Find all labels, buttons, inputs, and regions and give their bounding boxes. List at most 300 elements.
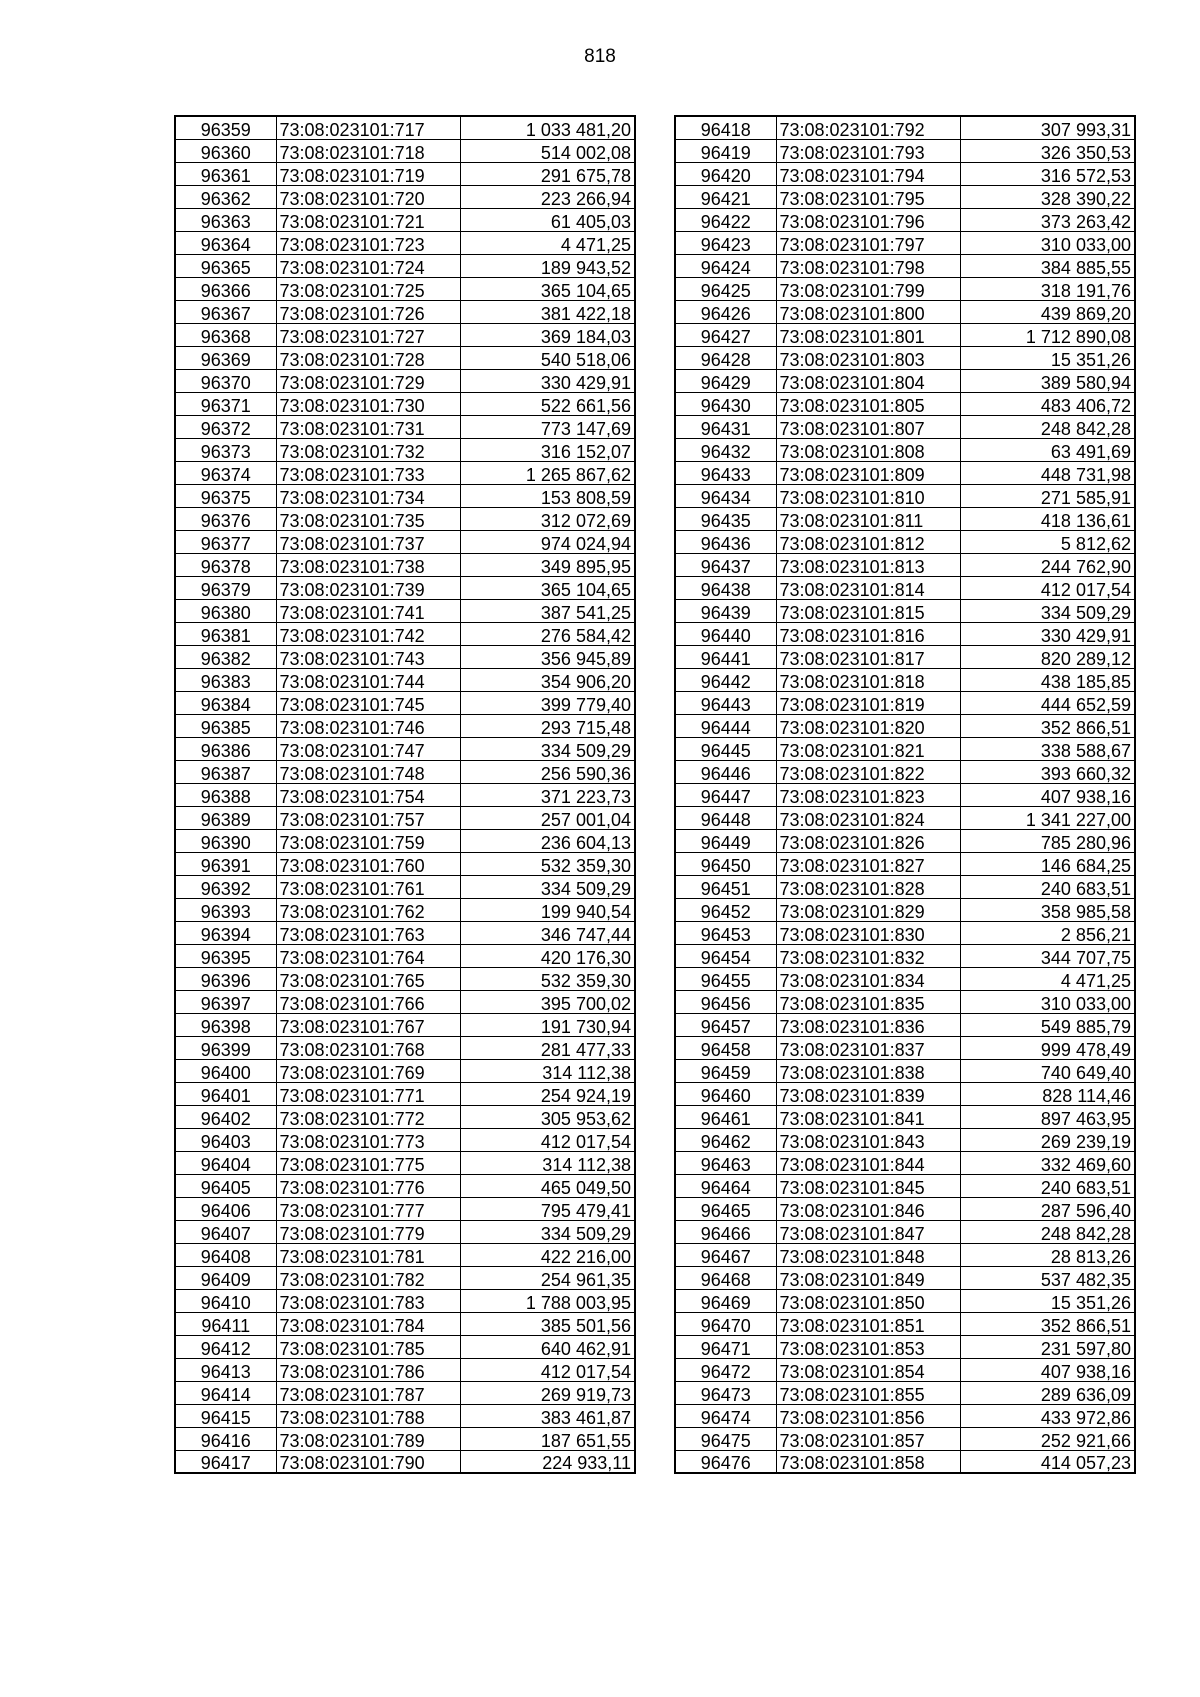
value-cell: 393 660,32 bbox=[960, 760, 1135, 783]
row-number-cell: 96439 bbox=[675, 599, 776, 622]
table-row bbox=[175, 967, 635, 990]
row-number-cell: 96416 bbox=[175, 1427, 276, 1450]
table-row bbox=[175, 898, 635, 921]
row-number-cell: 96380 bbox=[175, 599, 276, 622]
table-row bbox=[175, 231, 635, 254]
table-row bbox=[175, 1059, 635, 1082]
cadastral-number-cell: 73:08:023101:805 bbox=[776, 392, 960, 415]
table-row bbox=[675, 346, 1135, 369]
table-row bbox=[175, 1358, 635, 1381]
row-number-cell: 96444 bbox=[675, 714, 776, 737]
value-cell: 307 993,31 bbox=[960, 116, 1135, 139]
row-number-cell: 96415 bbox=[175, 1404, 276, 1427]
cadastral-number-cell: 73:08:023101:844 bbox=[776, 1151, 960, 1174]
table-row bbox=[675, 277, 1135, 300]
row-number-cell: 96388 bbox=[175, 783, 276, 806]
cadastral-number-cell: 73:08:023101:826 bbox=[776, 829, 960, 852]
table-row bbox=[675, 990, 1135, 1013]
value-cell: 522 661,56 bbox=[460, 392, 635, 415]
table-row bbox=[675, 369, 1135, 392]
table-row bbox=[675, 921, 1135, 944]
table-row bbox=[175, 806, 635, 829]
value-cell: 240 683,51 bbox=[960, 875, 1135, 898]
cadastral-number-cell: 73:08:023101:785 bbox=[276, 1335, 460, 1358]
value-cell: 236 604,13 bbox=[460, 829, 635, 852]
cadastral-number-cell: 73:08:023101:727 bbox=[276, 323, 460, 346]
row-number-cell: 96371 bbox=[175, 392, 276, 415]
value-cell: 640 462,91 bbox=[460, 1335, 635, 1358]
value-cell: 28 813,26 bbox=[960, 1243, 1135, 1266]
row-number-cell: 96467 bbox=[675, 1243, 776, 1266]
value-cell: 389 580,94 bbox=[960, 369, 1135, 392]
value-cell: 438 185,85 bbox=[960, 668, 1135, 691]
row-number-cell: 96375 bbox=[175, 484, 276, 507]
cadastral-number-cell: 73:08:023101:843 bbox=[776, 1128, 960, 1151]
row-number-cell: 96411 bbox=[175, 1312, 276, 1335]
cadastral-number-cell: 73:08:023101:720 bbox=[276, 185, 460, 208]
table-row bbox=[175, 438, 635, 461]
cadastral-number-cell: 73:08:023101:773 bbox=[276, 1128, 460, 1151]
value-cell: 338 588,67 bbox=[960, 737, 1135, 760]
value-cell: 4 471,25 bbox=[460, 231, 635, 254]
cadastral-number-cell: 73:08:023101:813 bbox=[776, 553, 960, 576]
value-cell: 549 885,79 bbox=[960, 1013, 1135, 1036]
row-number-cell: 96369 bbox=[175, 346, 276, 369]
cadastral-number-cell: 73:08:023101:726 bbox=[276, 300, 460, 323]
cadastral-number-cell: 73:08:023101:792 bbox=[776, 116, 960, 139]
cadastral-number-cell: 73:08:023101:787 bbox=[276, 1381, 460, 1404]
table-row bbox=[675, 1174, 1135, 1197]
cadastral-number-cell: 73:08:023101:728 bbox=[276, 346, 460, 369]
row-number-cell: 96376 bbox=[175, 507, 276, 530]
cadastral-number-cell: 73:08:023101:814 bbox=[776, 576, 960, 599]
table-row bbox=[175, 208, 635, 231]
table-row bbox=[675, 484, 1135, 507]
table-row bbox=[175, 829, 635, 852]
row-number-cell: 96362 bbox=[175, 185, 276, 208]
cadastral-number-cell: 73:08:023101:735 bbox=[276, 507, 460, 530]
table-row bbox=[675, 530, 1135, 553]
row-number-cell: 96417 bbox=[175, 1450, 276, 1473]
row-number-cell: 96450 bbox=[675, 852, 776, 875]
value-cell: 310 033,00 bbox=[960, 990, 1135, 1013]
row-number-cell: 96458 bbox=[675, 1036, 776, 1059]
value-cell: 514 002,08 bbox=[460, 139, 635, 162]
table-row bbox=[175, 691, 635, 714]
table-row bbox=[175, 116, 635, 139]
table-row bbox=[675, 944, 1135, 967]
table-row bbox=[675, 599, 1135, 622]
row-number-cell: 96367 bbox=[175, 300, 276, 323]
cadastral-number-cell: 73:08:023101:854 bbox=[776, 1358, 960, 1381]
cadastral-number-cell: 73:08:023101:717 bbox=[276, 116, 460, 139]
row-number-cell: 96426 bbox=[675, 300, 776, 323]
row-number-cell: 96386 bbox=[175, 737, 276, 760]
row-number-cell: 96398 bbox=[175, 1013, 276, 1036]
row-number-cell: 96424 bbox=[675, 254, 776, 277]
value-cell: 407 938,16 bbox=[960, 1358, 1135, 1381]
row-number-cell: 96383 bbox=[175, 668, 276, 691]
row-number-cell: 96394 bbox=[175, 921, 276, 944]
cadastral-number-cell: 73:08:023101:811 bbox=[776, 507, 960, 530]
value-cell: 189 943,52 bbox=[460, 254, 635, 277]
table-row bbox=[675, 1266, 1135, 1289]
value-cell: 191 730,94 bbox=[460, 1013, 635, 1036]
cadastral-number-cell: 73:08:023101:738 bbox=[276, 553, 460, 576]
row-number-cell: 96436 bbox=[675, 530, 776, 553]
value-cell: 244 762,90 bbox=[960, 553, 1135, 576]
cadastral-number-cell: 73:08:023101:822 bbox=[776, 760, 960, 783]
row-number-cell: 96445 bbox=[675, 737, 776, 760]
table-row bbox=[175, 990, 635, 1013]
value-cell: 334 509,29 bbox=[460, 1220, 635, 1243]
table-row bbox=[175, 185, 635, 208]
value-cell: 399 779,40 bbox=[460, 691, 635, 714]
value-cell: 269 919,73 bbox=[460, 1381, 635, 1404]
cadastral-number-cell: 73:08:023101:718 bbox=[276, 139, 460, 162]
row-number-cell: 96446 bbox=[675, 760, 776, 783]
value-cell: 146 684,25 bbox=[960, 852, 1135, 875]
cadastral-number-cell: 73:08:023101:744 bbox=[276, 668, 460, 691]
cadastral-number-cell: 73:08:023101:775 bbox=[276, 1151, 460, 1174]
cadastral-number-cell: 73:08:023101:835 bbox=[776, 990, 960, 1013]
cadastral-number-cell: 73:08:023101:851 bbox=[776, 1312, 960, 1335]
cadastral-number-cell: 73:08:023101:801 bbox=[776, 323, 960, 346]
table-row bbox=[675, 1013, 1135, 1036]
value-cell: 330 429,91 bbox=[460, 369, 635, 392]
value-cell: 465 049,50 bbox=[460, 1174, 635, 1197]
row-number-cell: 96363 bbox=[175, 208, 276, 231]
value-cell: 305 953,62 bbox=[460, 1105, 635, 1128]
value-cell: 418 136,61 bbox=[960, 507, 1135, 530]
cadastral-number-cell: 73:08:023101:719 bbox=[276, 162, 460, 185]
value-cell: 153 808,59 bbox=[460, 484, 635, 507]
row-number-cell: 96406 bbox=[175, 1197, 276, 1220]
cadastral-number-cell: 73:08:023101:733 bbox=[276, 461, 460, 484]
row-number-cell: 96361 bbox=[175, 162, 276, 185]
row-number-cell: 96456 bbox=[675, 990, 776, 1013]
row-number-cell: 96453 bbox=[675, 921, 776, 944]
cadastral-number-cell: 73:08:023101:764 bbox=[276, 944, 460, 967]
value-cell: 334 509,29 bbox=[460, 875, 635, 898]
value-cell: 5 812,62 bbox=[960, 530, 1135, 553]
table-row bbox=[175, 875, 635, 898]
row-number-cell: 96435 bbox=[675, 507, 776, 530]
row-number-cell: 96466 bbox=[675, 1220, 776, 1243]
row-number-cell: 96359 bbox=[175, 116, 276, 139]
table-row bbox=[175, 737, 635, 760]
row-number-cell: 96448 bbox=[675, 806, 776, 829]
row-number-cell: 96437 bbox=[675, 553, 776, 576]
cadastral-number-cell: 73:08:023101:846 bbox=[776, 1197, 960, 1220]
value-cell: 540 518,06 bbox=[460, 346, 635, 369]
row-number-cell: 96432 bbox=[675, 438, 776, 461]
cadastral-number-cell: 73:08:023101:837 bbox=[776, 1036, 960, 1059]
table-row bbox=[175, 139, 635, 162]
cadastral-number-cell: 73:08:023101:815 bbox=[776, 599, 960, 622]
row-number-cell: 96393 bbox=[175, 898, 276, 921]
value-cell: 291 675,78 bbox=[460, 162, 635, 185]
table-row bbox=[675, 1128, 1135, 1151]
row-number-cell: 96384 bbox=[175, 691, 276, 714]
cadastral-number-cell: 73:08:023101:747 bbox=[276, 737, 460, 760]
row-number-cell: 96465 bbox=[675, 1197, 776, 1220]
row-number-cell: 96462 bbox=[675, 1128, 776, 1151]
value-cell: 252 921,66 bbox=[960, 1427, 1135, 1450]
row-number-cell: 96390 bbox=[175, 829, 276, 852]
value-cell: 269 239,19 bbox=[960, 1128, 1135, 1151]
value-cell: 356 945,89 bbox=[460, 645, 635, 668]
row-number-cell: 96452 bbox=[675, 898, 776, 921]
table-row bbox=[675, 829, 1135, 852]
cadastral-number-cell: 73:08:023101:808 bbox=[776, 438, 960, 461]
cadastral-number-cell: 73:08:023101:794 bbox=[776, 162, 960, 185]
value-cell: 820 289,12 bbox=[960, 645, 1135, 668]
row-number-cell: 96401 bbox=[175, 1082, 276, 1105]
cadastral-number-cell: 73:08:023101:754 bbox=[276, 783, 460, 806]
value-cell: 433 972,86 bbox=[960, 1404, 1135, 1427]
row-number-cell: 96475 bbox=[675, 1427, 776, 1450]
table-row bbox=[175, 645, 635, 668]
table-row bbox=[175, 277, 635, 300]
cadastral-number-cell: 73:08:023101:782 bbox=[276, 1266, 460, 1289]
row-number-cell: 96407 bbox=[175, 1220, 276, 1243]
cadastral-number-cell: 73:08:023101:757 bbox=[276, 806, 460, 829]
value-cell: 773 147,69 bbox=[460, 415, 635, 438]
table-row bbox=[175, 392, 635, 415]
cadastral-number-cell: 73:08:023101:737 bbox=[276, 530, 460, 553]
row-number-cell: 96438 bbox=[675, 576, 776, 599]
table-row bbox=[175, 852, 635, 875]
row-number-cell: 96368 bbox=[175, 323, 276, 346]
cadastral-number-cell: 73:08:023101:743 bbox=[276, 645, 460, 668]
cadastral-number-cell: 73:08:023101:838 bbox=[776, 1059, 960, 1082]
row-number-cell: 96378 bbox=[175, 553, 276, 576]
row-number-cell: 96382 bbox=[175, 645, 276, 668]
row-number-cell: 96428 bbox=[675, 346, 776, 369]
cadastral-number-cell: 73:08:023101:779 bbox=[276, 1220, 460, 1243]
cadastral-number-cell: 73:08:023101:745 bbox=[276, 691, 460, 714]
row-number-cell: 96440 bbox=[675, 622, 776, 645]
value-cell: 346 747,44 bbox=[460, 921, 635, 944]
row-number-cell: 96476 bbox=[675, 1450, 776, 1473]
table-row bbox=[675, 622, 1135, 645]
table-row bbox=[675, 1289, 1135, 1312]
value-cell: 1 788 003,95 bbox=[460, 1289, 635, 1312]
row-number-cell: 96441 bbox=[675, 645, 776, 668]
table-row bbox=[175, 1220, 635, 1243]
cadastral-number-cell: 73:08:023101:830 bbox=[776, 921, 960, 944]
value-cell: 532 359,30 bbox=[460, 852, 635, 875]
register-table-right bbox=[674, 115, 1136, 1474]
table-row bbox=[675, 576, 1135, 599]
table-row bbox=[675, 1381, 1135, 1404]
value-cell: 352 866,51 bbox=[960, 1312, 1135, 1335]
cadastral-number-cell: 73:08:023101:762 bbox=[276, 898, 460, 921]
table-row bbox=[675, 967, 1135, 990]
row-number-cell: 96408 bbox=[175, 1243, 276, 1266]
table-row bbox=[675, 1358, 1135, 1381]
table-row bbox=[675, 1082, 1135, 1105]
cadastral-number-cell: 73:08:023101:786 bbox=[276, 1358, 460, 1381]
row-number-cell: 96405 bbox=[175, 1174, 276, 1197]
cadastral-number-cell: 73:08:023101:799 bbox=[776, 277, 960, 300]
table-row bbox=[675, 898, 1135, 921]
row-number-cell: 96468 bbox=[675, 1266, 776, 1289]
table-row bbox=[675, 1105, 1135, 1128]
row-number-cell: 96427 bbox=[675, 323, 776, 346]
value-cell: 385 501,56 bbox=[460, 1312, 635, 1335]
value-cell: 352 866,51 bbox=[960, 714, 1135, 737]
table-row bbox=[175, 254, 635, 277]
cadastral-number-cell: 73:08:023101:847 bbox=[776, 1220, 960, 1243]
table-row bbox=[675, 392, 1135, 415]
cadastral-number-cell: 73:08:023101:766 bbox=[276, 990, 460, 1013]
value-cell: 387 541,25 bbox=[460, 599, 635, 622]
cadastral-number-cell: 73:08:023101:729 bbox=[276, 369, 460, 392]
cadastral-number-cell: 73:08:023101:783 bbox=[276, 1289, 460, 1312]
cadastral-number-cell: 73:08:023101:798 bbox=[776, 254, 960, 277]
value-cell: 439 869,20 bbox=[960, 300, 1135, 323]
value-cell: 344 707,75 bbox=[960, 944, 1135, 967]
table-row bbox=[175, 300, 635, 323]
row-number-cell: 96447 bbox=[675, 783, 776, 806]
value-cell: 248 842,28 bbox=[960, 1220, 1135, 1243]
table-row bbox=[175, 622, 635, 645]
page-number: 818 bbox=[584, 46, 616, 67]
table-row bbox=[175, 553, 635, 576]
row-number-cell: 96418 bbox=[675, 116, 776, 139]
row-number-cell: 96420 bbox=[675, 162, 776, 185]
row-number-cell: 96459 bbox=[675, 1059, 776, 1082]
row-number-cell: 96443 bbox=[675, 691, 776, 714]
cadastral-number-cell: 73:08:023101:763 bbox=[276, 921, 460, 944]
table-row bbox=[175, 1381, 635, 1404]
table-row bbox=[675, 760, 1135, 783]
value-cell: 63 491,69 bbox=[960, 438, 1135, 461]
value-cell: 373 263,42 bbox=[960, 208, 1135, 231]
table-row bbox=[675, 323, 1135, 346]
table-row bbox=[175, 1427, 635, 1450]
cadastral-number-cell: 73:08:023101:731 bbox=[276, 415, 460, 438]
cadastral-number-cell: 73:08:023101:834 bbox=[776, 967, 960, 990]
table-row bbox=[175, 1312, 635, 1335]
row-number-cell: 96425 bbox=[675, 277, 776, 300]
row-number-cell: 96395 bbox=[175, 944, 276, 967]
value-cell: 276 584,42 bbox=[460, 622, 635, 645]
value-cell: 314 112,38 bbox=[460, 1059, 635, 1082]
table-row bbox=[175, 1243, 635, 1266]
row-number-cell: 96423 bbox=[675, 231, 776, 254]
cadastral-number-cell: 73:08:023101:817 bbox=[776, 645, 960, 668]
value-cell: 483 406,72 bbox=[960, 392, 1135, 415]
value-cell: 2 856,21 bbox=[960, 921, 1135, 944]
value-cell: 334 509,29 bbox=[960, 599, 1135, 622]
value-cell: 318 191,76 bbox=[960, 277, 1135, 300]
row-number-cell: 96472 bbox=[675, 1358, 776, 1381]
value-cell: 384 885,55 bbox=[960, 254, 1135, 277]
cadastral-number-cell: 73:08:023101:816 bbox=[776, 622, 960, 645]
value-cell: 371 223,73 bbox=[460, 783, 635, 806]
cadastral-number-cell: 73:08:023101:841 bbox=[776, 1105, 960, 1128]
cadastral-number-cell: 73:08:023101:810 bbox=[776, 484, 960, 507]
cadastral-number-cell: 73:08:023101:845 bbox=[776, 1174, 960, 1197]
value-cell: 407 938,16 bbox=[960, 783, 1135, 806]
row-number-cell: 96451 bbox=[675, 875, 776, 898]
value-cell: 422 216,00 bbox=[460, 1243, 635, 1266]
value-cell: 999 478,49 bbox=[960, 1036, 1135, 1059]
value-cell: 532 359,30 bbox=[460, 967, 635, 990]
cadastral-number-cell: 73:08:023101:767 bbox=[276, 1013, 460, 1036]
value-cell: 1 341 227,00 bbox=[960, 806, 1135, 829]
cadastral-number-cell: 73:08:023101:836 bbox=[776, 1013, 960, 1036]
value-cell: 897 463,95 bbox=[960, 1105, 1135, 1128]
table-row bbox=[675, 737, 1135, 760]
table-row bbox=[175, 346, 635, 369]
table-row bbox=[675, 507, 1135, 530]
value-cell: 420 176,30 bbox=[460, 944, 635, 967]
row-number-cell: 96372 bbox=[175, 415, 276, 438]
value-cell: 289 636,09 bbox=[960, 1381, 1135, 1404]
cadastral-number-cell: 73:08:023101:771 bbox=[276, 1082, 460, 1105]
value-cell: 199 940,54 bbox=[460, 898, 635, 921]
cadastral-number-cell: 73:08:023101:761 bbox=[276, 875, 460, 898]
table-row bbox=[675, 714, 1135, 737]
table-row bbox=[175, 1266, 635, 1289]
table-row bbox=[675, 461, 1135, 484]
row-number-cell: 96454 bbox=[675, 944, 776, 967]
row-number-cell: 96370 bbox=[175, 369, 276, 392]
value-cell: 187 651,55 bbox=[460, 1427, 635, 1450]
table-row bbox=[675, 185, 1135, 208]
table-row bbox=[175, 1151, 635, 1174]
table-row bbox=[675, 254, 1135, 277]
cadastral-number-cell: 73:08:023101:721 bbox=[276, 208, 460, 231]
cadastral-number-cell: 73:08:023101:784 bbox=[276, 1312, 460, 1335]
row-number-cell: 96365 bbox=[175, 254, 276, 277]
cadastral-number-cell: 73:08:023101:768 bbox=[276, 1036, 460, 1059]
cadastral-number-cell: 73:08:023101:772 bbox=[276, 1105, 460, 1128]
cadastral-number-cell: 73:08:023101:827 bbox=[776, 852, 960, 875]
table-row bbox=[675, 645, 1135, 668]
table-row bbox=[175, 1404, 635, 1427]
cadastral-number-cell: 73:08:023101:848 bbox=[776, 1243, 960, 1266]
cadastral-number-cell: 73:08:023101:746 bbox=[276, 714, 460, 737]
row-number-cell: 96385 bbox=[175, 714, 276, 737]
cadastral-number-cell: 73:08:023101:795 bbox=[776, 185, 960, 208]
cadastral-number-cell: 73:08:023101:812 bbox=[776, 530, 960, 553]
value-cell: 316 572,53 bbox=[960, 162, 1135, 185]
value-cell: 412 017,54 bbox=[460, 1128, 635, 1151]
table-row bbox=[175, 599, 635, 622]
cadastral-number-cell: 73:08:023101:725 bbox=[276, 277, 460, 300]
cadastral-number-cell: 73:08:023101:807 bbox=[776, 415, 960, 438]
value-cell: 254 924,19 bbox=[460, 1082, 635, 1105]
table-row bbox=[675, 553, 1135, 576]
value-cell: 448 731,98 bbox=[960, 461, 1135, 484]
row-number-cell: 96404 bbox=[175, 1151, 276, 1174]
cadastral-number-cell: 73:08:023101:793 bbox=[776, 139, 960, 162]
table-row bbox=[675, 1151, 1135, 1174]
table-row bbox=[675, 668, 1135, 691]
value-cell: 316 152,07 bbox=[460, 438, 635, 461]
cadastral-number-cell: 73:08:023101:818 bbox=[776, 668, 960, 691]
value-cell: 271 585,91 bbox=[960, 484, 1135, 507]
cadastral-number-cell: 73:08:023101:790 bbox=[276, 1450, 460, 1473]
row-number-cell: 96414 bbox=[175, 1381, 276, 1404]
row-number-cell: 96460 bbox=[675, 1082, 776, 1105]
cadastral-number-cell: 73:08:023101:759 bbox=[276, 829, 460, 852]
